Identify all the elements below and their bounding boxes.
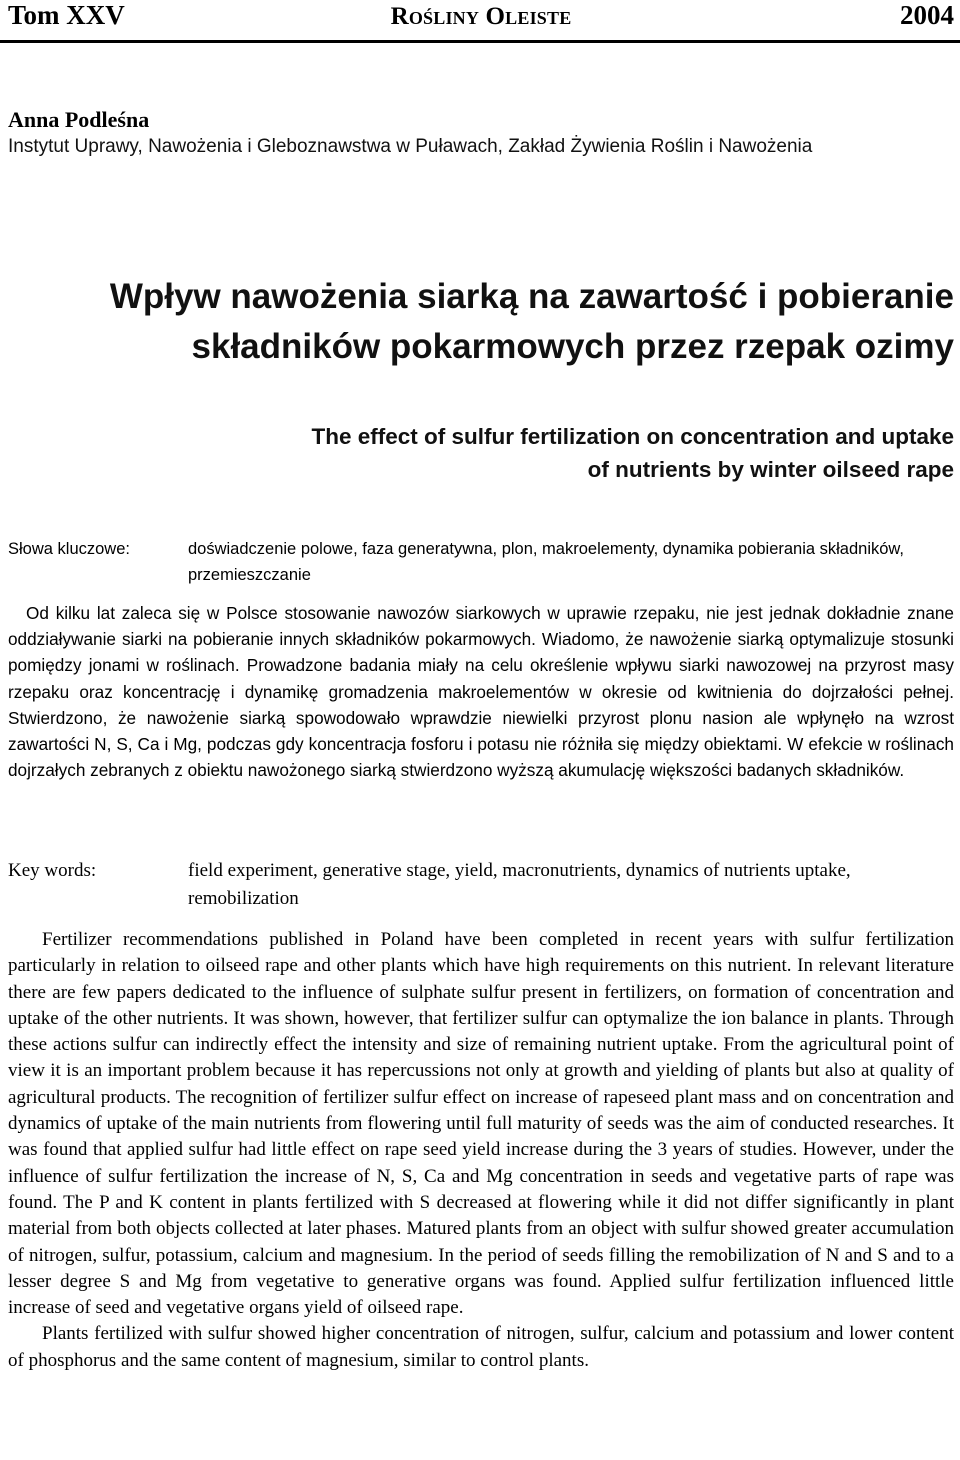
abstract-english-paragraph-2: Plants fertilized with sulfur showed higher concentration of nitrogen, sulfur, calcium and potassium and lower content of phosphorus and the same content of magnesium, similar to control plants.: [8, 1323, 954, 1371]
keywords-polish: [8, 536, 954, 590]
page-header: [8, 0, 954, 38]
title-english-line-2: of nutrients by winter oilseed rape: [587, 457, 954, 482]
keywords-english-text: field experiment, generative stage, yield, macronutrients, dynamics of nutrients uptake, remobilization: [188, 860, 851, 909]
title-polish-line-1: Wpływ nawożenia siarką na zawartość i pobieranie: [109, 277, 954, 316]
title-english-line-1: The effect of sulfur fertilization on concentration and uptake: [311, 424, 954, 449]
year-label: 2004: [900, 0, 954, 30]
author-affiliation: Instytut Uprawy, Nawożenia i Gleboznawstwa w Puławach, Zakład Żywienia Roślin i Nawożenia: [8, 136, 813, 157]
keywords-polish-label: Słowa kluczowe:: [8, 540, 130, 558]
title-polish: [8, 272, 954, 372]
abstract-polish: Od kilku lat zaleca się w Polsce stosowanie nawozów siarkowych w uprawie rzepaku, nie jest jednak dokładnie znane oddziaływanie siarki na pobieranie innych składników pokarmowych. Wiadomo, że nawożenie siarką optymalizuje stosunki pomiędzy jonami w roślinach. Prowadzone badania miały na celu określenie wpływu siarki nawozowej na przyrost masy rzepaku oraz koncentrację i dynamikę gromadzenia makroelementów w okresie od kwitnienia do dojrzałości pełnej. Stwierdzono, że nawożenie siarką spowodowało wprawdzie niewielki przyrost plonu nasion ale wpłynęło na wzrost zawartości N, S, Ca i Mg, podczas gdy koncentracja fosforu i potasu nie różniła się między obiektami. W efekcie w roślinach dojrzałych zebranych z obiektu nawożonego siarką stwierdzono wyższą akumulację większości badanych składników.: [8, 603, 954, 781]
author-name: Anna Podleśna: [8, 107, 150, 132]
keywords-polish-text: doświadczenie polowe, faza generatywna, plon, makroelementy, dynamika pobierania składników, przemieszczanie: [188, 540, 905, 584]
keywords-english-label: Key words:: [8, 860, 97, 881]
title-english: [8, 420, 954, 486]
abstract-english: [8, 927, 954, 1374]
abstract-english-paragraph-1: Fertilizer recommendations published in Poland have been completed in recent years with sulfur fertilization particularly in relation to oilseed rape and other plants which have high requirements on this nutrient. In relevant literature there are few papers dedicated to the influence of sulphate sulfur present in fertilizers, on formation of concentration and uptake of the other nutrients. It was shown, however, that fertilizer sulfur can optymalize the ion balance in plants. Through these actions sulfur can indirectly effect the intensity and size of remaining nutrient uptake. From the agricultural point of view it is an important problem because it has repercussions not only at growth and yielding of plants but also at quality of agricultural products. The recognition of fertilizer sulfur effect on increase of rapeseed plant mass and on concentration and dynamics of uptake of the main nutrients from flowering until full maturity of seeds was the aim of conducted researches. It was found that applied sulfur had little effect on rape seed yield increase during the 3 years of studies. However, under the influence of sulfur fertilization the increase of N, S, Ca and Mg concentration in seeds and vegetative parts of rape was found. The P and K content in plants fertilized with S decreased at flowering while it did not differ significantly in plant material from both objects collected at later phases. Matured plants from an object with sulfur showed greater accumulation of nitrogen, sulfur, potassium, calcium and magnesium. In the period of seeds filling the remobilization of N and S and to a lesser degree S and Mg from vegetative to generative organs was found. Applied sulfur fertilization influenced little increase of seed and vegetative organs yield of oilseed rape.: [8, 929, 954, 1319]
journal-name: Rośliny Oleiste: [390, 3, 572, 30]
title-polish-line-2: składników pokarmowych przez rzepak ozimy: [191, 327, 954, 366]
volume-label: Tom XXV: [8, 0, 125, 30]
header-rule: [0, 40, 960, 43]
